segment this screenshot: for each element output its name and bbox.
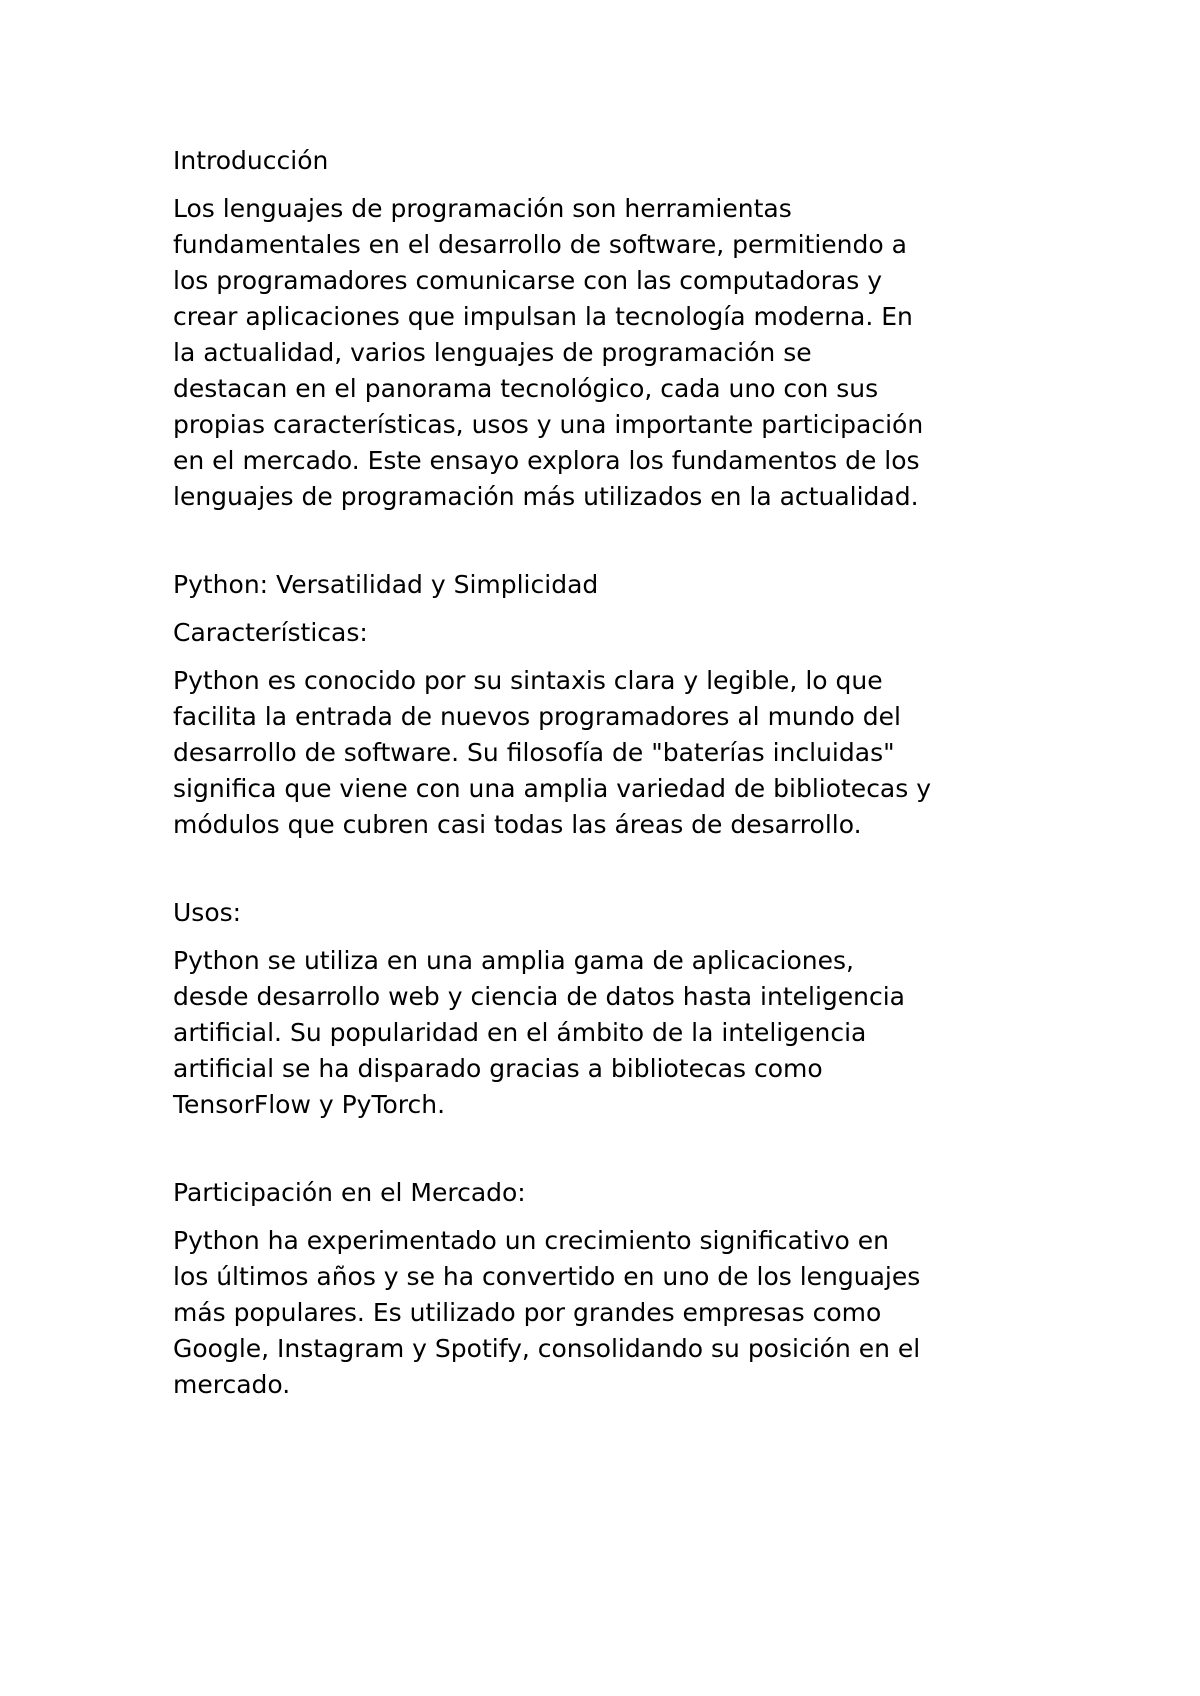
uses-paragraph [173,943,1053,1123]
paragraph-line: artificial. Su popularidad en el ámbito de la inteligencia [173,1018,867,1047]
intro-paragraph [173,191,1053,515]
paragraph-line: desarrollo de software. Su filosofía de "baterías incluidas" [173,738,895,767]
paragraph-line: más populares. Es utilizado por grandes empresas como [173,1298,882,1327]
market-heading: Participación en el Mercado: [173,1178,526,1207]
market-paragraph [173,1223,1053,1403]
paragraph-line: Los lenguajes de programación son herramientas [173,194,792,223]
paragraph-line: módulos que cubren casi todas las áreas de desarrollo. [173,810,862,839]
paragraph-line: los programadores comunicarse con las computadoras y [173,266,883,295]
paragraph-line: Python ha experimentado un crecimiento significativo en [173,1226,889,1255]
paragraph-line: los últimos años y se ha convertido en uno de los lenguajes [173,1262,921,1291]
paragraph-line: facilita la entrada de nuevos programadores al mundo del [173,702,901,731]
uses-heading: Usos: [173,898,242,927]
paragraph-line: destacan en el panorama tecnológico, cada uno con sus [173,374,879,403]
intro-heading: Introducción [173,146,329,175]
paragraph-line: significa que viene con una amplia variedad de bibliotecas y [173,774,932,803]
python-section-heading: Python: Versatilidad y Simplicidad [173,570,599,599]
paragraph-line: Google, Instagram y Spotify, consolidando su posición en el [173,1334,921,1363]
document-body [173,143,1053,1455]
features-paragraph [173,663,1053,843]
paragraph-line: mercado. [173,1370,291,1399]
paragraph-line: la actualidad, varios lenguajes de programación se [173,338,812,367]
paragraph-line: Python se utiliza en una amplia gama de aplicaciones, [173,946,854,975]
paragraph-line: Python es conocido por su sintaxis clara y legible, lo que [173,666,883,695]
paragraph-line: desde desarrollo web y ciencia de datos hasta inteligencia [173,982,906,1011]
paragraph-line: lenguajes de programación más utilizados en la actualidad. [173,482,919,511]
paragraph-line: en el mercado. Este ensayo explora los fundamentos de los [173,446,920,475]
paragraph-line: propias características, usos y una importante participación [173,410,924,439]
paragraph-line: fundamentales en el desarrollo de software, permitiendo a [173,230,907,259]
paragraph-line: crear aplicaciones que impulsan la tecnología moderna. En [173,302,913,331]
features-heading: Características: [173,618,368,647]
paragraph-line: artificial se ha disparado gracias a bibliotecas como [173,1054,823,1083]
paragraph-line: TensorFlow y PyTorch. [173,1090,446,1119]
